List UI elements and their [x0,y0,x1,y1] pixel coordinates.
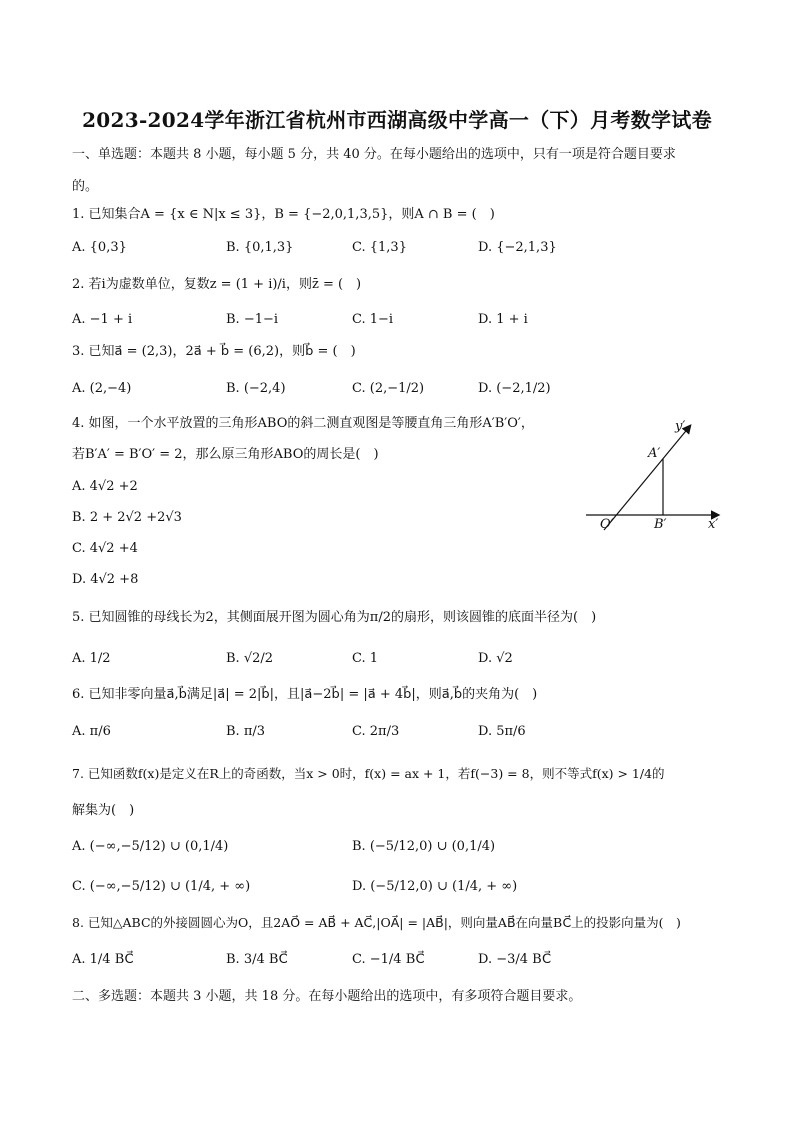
question-2-stem: 2. 若i为虚数单位，复数z = (1 + i)/i，则z̄ = ( ) [72,277,362,292]
question-7-option-d: D. (−5/12,0) ∪ (1/4, + ∞) [352,879,518,894]
question-6-stem: 6. 已知非零向量a⃗,b⃗满足|a⃗| = 2|b⃗|，且|a⃗−2b⃗| = |a⃗ + 4b⃗|，则a⃗,b⃗的夹角为( ) [72,687,538,702]
question-3-stem: 3. 已知a⃗ = (2,3)，2a⃗ + b⃗ = (6,2)，则b⃗ = ( ) [72,344,356,359]
question-1-option-c: C. {1,3} [352,240,407,255]
question-5-option-b: B. √2/2 [226,651,274,666]
question-2-option-b: B. −1−i [226,312,279,327]
figure-svg [584,412,724,540]
point-a-label: A′ [648,446,661,461]
question-4-stem: 4. 如图，一个水平放置的三角形ABO的斜二测直观图是等腰直角三角形A′B′O′， [72,416,534,431]
question-8-option-a: A. 1/4 BC⃗ [72,952,134,967]
question-4-option-a: A. 4√2 +2 [72,479,138,494]
question-5-option-c: C. 1 [352,651,379,666]
question-3-option-b: B. (−2,4) [226,381,286,396]
point-o-label: O′ [600,517,614,532]
question-7-option-b: B. (−5/12,0) ∪ (0,1/4) [352,839,496,854]
x-axis-label: x′ [708,517,719,532]
point-b-label: B′ [654,517,667,532]
question-8-stem: 8. 已知△ABC的外接圆圆心为O，且2AO⃗ = AB⃗ + AC⃗,|OA⃗| = |AB⃗|，则向量AB⃗在向量BC⃗上的投影向量为( ) [72,915,681,930]
question-5-stem: 5. 已知圆锥的母线长为2，其侧面展开图为圆心角为π/2的扇形，则该圆锥的底面半径为( ) [72,610,597,625]
question-4-stem-cont: 若B′A′ = B′O′ = 2，那么原三角形ABO的周长是( ) [72,447,379,462]
question-7-stem: 7. 已知函数f(x)是定义在R上的奇函数，当x > 0时，f(x) = ax + 1，若f(−3) = 8，则不等式f(x) > 1/4的 [72,766,665,781]
question-1-option-a: A. {0,3} [72,240,127,255]
question-6-option-c: C. 2π/3 [352,724,400,739]
question-7-stem-cont: 解集为( ) [72,803,135,818]
page-title: 2023-2024学年浙江省杭州市西湖高级中学高一（下）月考数学试卷 [82,108,712,132]
question-6-option-d: D. 5π/6 [478,724,526,739]
question-2-option-a: A. −1 + i [72,312,133,327]
y-axis-label: y′ [675,419,686,434]
question-7-option-c: C. (−∞,−5/12) ∪ (1/4, + ∞) [72,879,251,894]
section-2-heading: 二、多选题：本题共 3 小题，共 18 分。在每小题给出的选项中，有多项符合题目要求。 [72,989,582,1004]
question-7-option-a: A. (−∞,−5/12) ∪ (0,1/4) [72,839,229,854]
question-5-option-d: D. √2 [478,651,513,666]
question-4-option-b: B. 2 + 2√2 +2√3 [72,510,182,525]
question-8-option-b: B. 3/4 BC⃗ [226,952,288,967]
question-6-option-a: A. π/6 [72,724,111,739]
question-3-option-c: C. (2,−1/2) [352,381,425,396]
section-1-heading: 一、单选题：本题共 8 小题，每小题 5 分，共 40 分。在每小题给出的选项中，只有一项是符合题目要求 [72,147,676,162]
question-5-option-a: A. 1/2 [72,651,111,666]
question-3-option-d: D. (−2,1/2) [478,381,551,396]
question-1-option-b: B. {0,1,3} [226,240,294,255]
question-8-option-c: C. −1/4 BC⃗ [352,952,425,967]
question-2-option-d: D. 1 + i [478,312,528,327]
question-4-option-d: D. 4√2 +8 [72,572,139,587]
oblique-triangle-figure [584,412,724,540]
question-8-option-d: D. −3/4 BC⃗ [478,952,552,967]
question-3-option-a: A. (2,−4) [72,381,132,396]
question-4-option-c: C. 4√2 +4 [72,541,138,556]
question-2-option-c: C. 1−i [352,312,394,327]
question-6-option-b: B. π/3 [226,724,266,739]
question-1-option-d: D. {−2,1,3} [478,240,557,255]
section-1-heading-cont: 的。 [72,179,99,194]
question-1-stem: 1. 已知集合A = {x ∈ N|x ≤ 3}，B = {−2,0,1,3,5}，则A ∩ B = ( ) [72,207,495,222]
